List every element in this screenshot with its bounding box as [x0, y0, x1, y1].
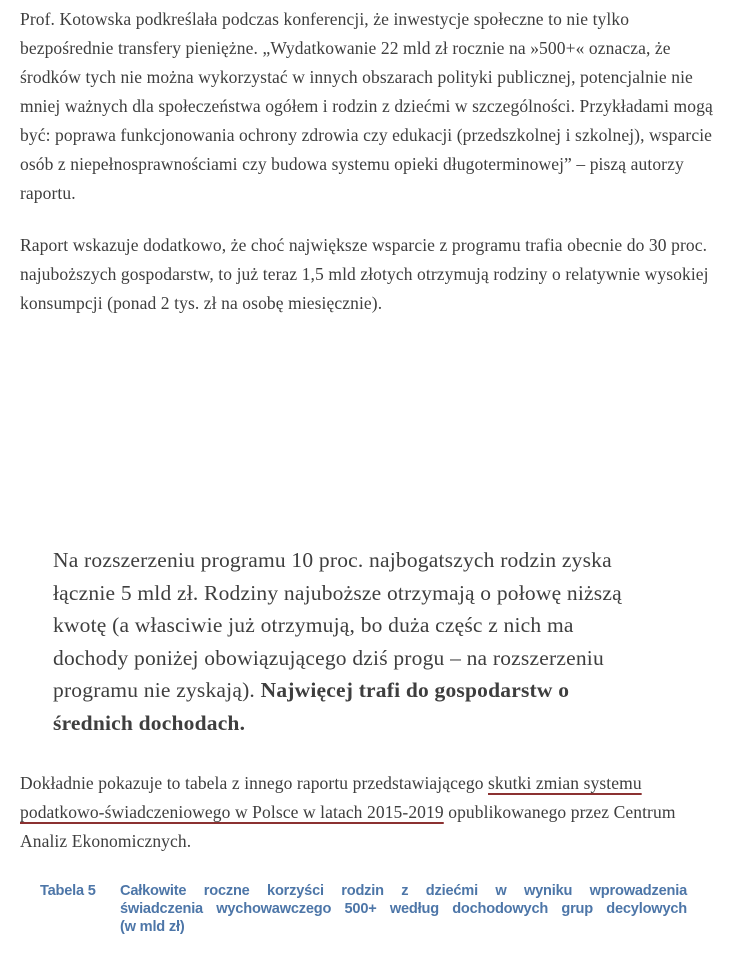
table-caption — [20, 882, 713, 936]
table-caption-line-2: świadczenia wychowawczego 500+ według dochodowych grup decylowych — [120, 901, 687, 917]
paragraph-dokladnie-before-link: Dokładnie pokazuje to tabela z innego raportu przedstawiającego — [20, 773, 489, 793]
table-caption-label: Tabela 5 — [40, 883, 96, 899]
paragraph-raport-wskazuje: Raport wskazuje dodatkowo, że choć największe wsparcie z programu trafia obecnie do 30 proc. najuboższych gospodarstw, to już teraz 1,5 mld złotych otrzymują rodziny o relatywnie wysokiej konsumpcji (ponad 2 tys. zł na osobę miesięcznie). — [20, 235, 709, 313]
table-caption-text — [120, 882, 687, 936]
paragraph-dokladnie — [20, 769, 713, 856]
report-link[interactable]: skutki zmian systemu podatkowo-świadczeniowego w Polsce w latach 2015-2019 — [20, 773, 642, 822]
pull-quote — [20, 544, 631, 739]
paragraph-dokladnie-after-link: opublikowanego przez Centrum Analiz Ekonomicznych. — [20, 802, 676, 851]
table-caption-line-3: (w mld zł) — [120, 919, 185, 935]
table-caption-line-1: Całkowite roczne korzyści rodzin z dziećmi w wyniku wprowadzenia — [120, 883, 687, 899]
pull-quote-regular-text: Na rozszerzeniu programu 10 proc. najbogatszych rodzin zyska łącznie 5 mld zł. Rodziny najuboższe otrzymają o połowę niższą kwotę (a własciwie już otrzymują, bo duża częśc z nich ma dochody poniżej obowiązującego dziś progu – na rozszerzeniu programu nie zyskają). — [53, 548, 622, 702]
paragraph-kotowska-quote: Prof. Kotowska podkreślała podczas konferencji, że inwestycje społeczne to nie tylko bezpośrednie transfery pieniężne. „Wydatkowanie 22 mld zł rocznie na »500+« oznacza, że środków tych nie można wykorzystać w innych obszarach polityki publicznej, potencjalnie nie mniej ważnych dla społeczeństwa ogółem i rodzin z dziećmi w szczególności. Przykładami mogą być: poprawa funkcjonowania ochrony zdrowia czy edukacji (przedszkolnej i szkolnej), wsparcie osób z niepełnosprawnościami czy budowa systemu opieki długoterminowej” – piszą autorzy raportu. — [20, 9, 713, 203]
pull-quote-bold-text: Najwięcej trafi do gospodarstw o średnich dochodach. — [53, 678, 570, 735]
